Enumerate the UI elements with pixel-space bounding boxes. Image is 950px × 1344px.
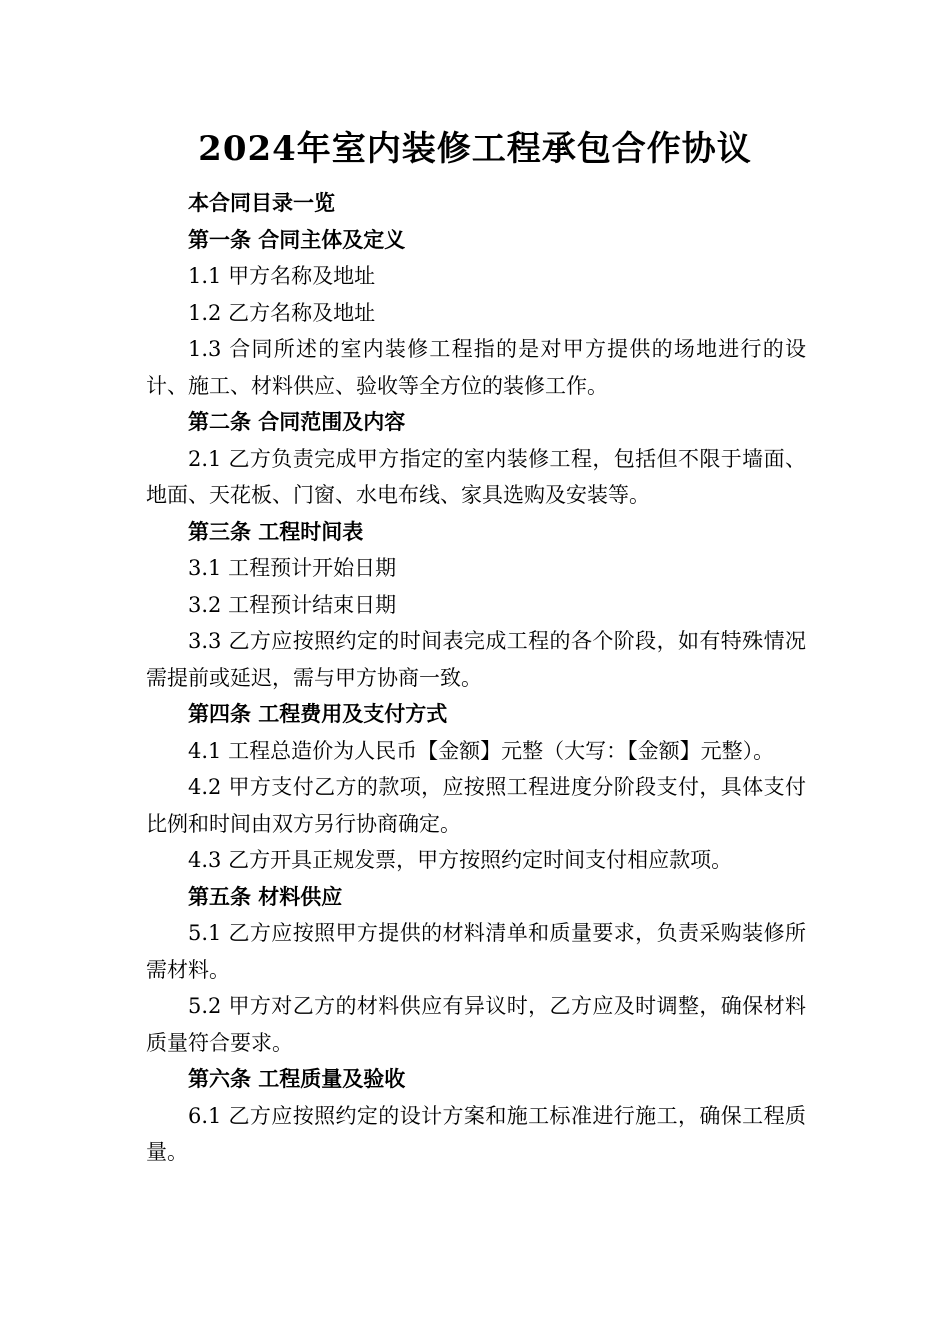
clause-3-1: 3.1 工程预计开始日期 (188, 556, 397, 580)
clause-2-1: 2.1 乙方负责完成甲方指定的室内装修工程，包括但不限于墙面、地面、天花板、门窗、水电布线、家具选购及安装等。 (146, 446, 806, 507)
clause-4-1: 4.1 工程总造价为人民币【金额】元整（大写：【金额】元整）。 (188, 738, 775, 763)
section-heading-5: 第五条 材料供应 (188, 884, 343, 909)
clause-1-2: 1.2 乙方名称及地址 (188, 300, 376, 325)
document-body (146, 185, 806, 1171)
clause-3-3: 3.3 乙方应按照约定的时间表完成工程的各个阶段，如有特殊情况需提前或延迟，需与甲方协商一致。 (146, 629, 806, 690)
clause-6-1: 6.1 乙方应按照约定的设计方案和施工标准进行施工，确保工程质量。 (146, 1103, 806, 1164)
clause-4-3: 4.3 乙方开具正规发票，甲方按照约定时间支付相应款项。 (188, 848, 733, 872)
section-heading-4: 第四条 工程费用及支付方式 (188, 702, 448, 726)
document-title: 2024年室内装修工程承包合作协议 (198, 129, 752, 169)
section-heading-3: 第三条 工程时间表 (188, 519, 364, 544)
clause-3-2: 3.2 工程预计结束日期 (188, 592, 397, 617)
toc-heading: 本合同目录一览 (188, 191, 335, 215)
clause-4-2: 4.2 甲方支付乙方的款项，应按照工程进度分阶段支付，具体支付比例和时间由双方另行协商确定。 (146, 775, 806, 836)
clause-1-3: 1.3 合同所述的室内装修工程指的是对甲方提供的场地进行的设计、施工、材料供应、验收等全方位的装修工作。 (146, 337, 806, 398)
clause-5-1: 5.1 乙方应按照甲方提供的材料清单和质量要求，负责采购装修所需材料。 (146, 921, 806, 982)
clause-1-1: 1.1 甲方名称及地址 (188, 264, 376, 288)
clause-5-2: 5.2 甲方对乙方的材料供应有异议时，乙方应及时调整，确保材料质量符合要求。 (146, 994, 806, 1055)
section-heading-1: 第一条 合同主体及定义 (188, 227, 406, 252)
section-heading-6: 第六条 工程质量及验收 (188, 1067, 406, 1091)
section-heading-2: 第二条 合同范围及内容 (188, 410, 406, 434)
